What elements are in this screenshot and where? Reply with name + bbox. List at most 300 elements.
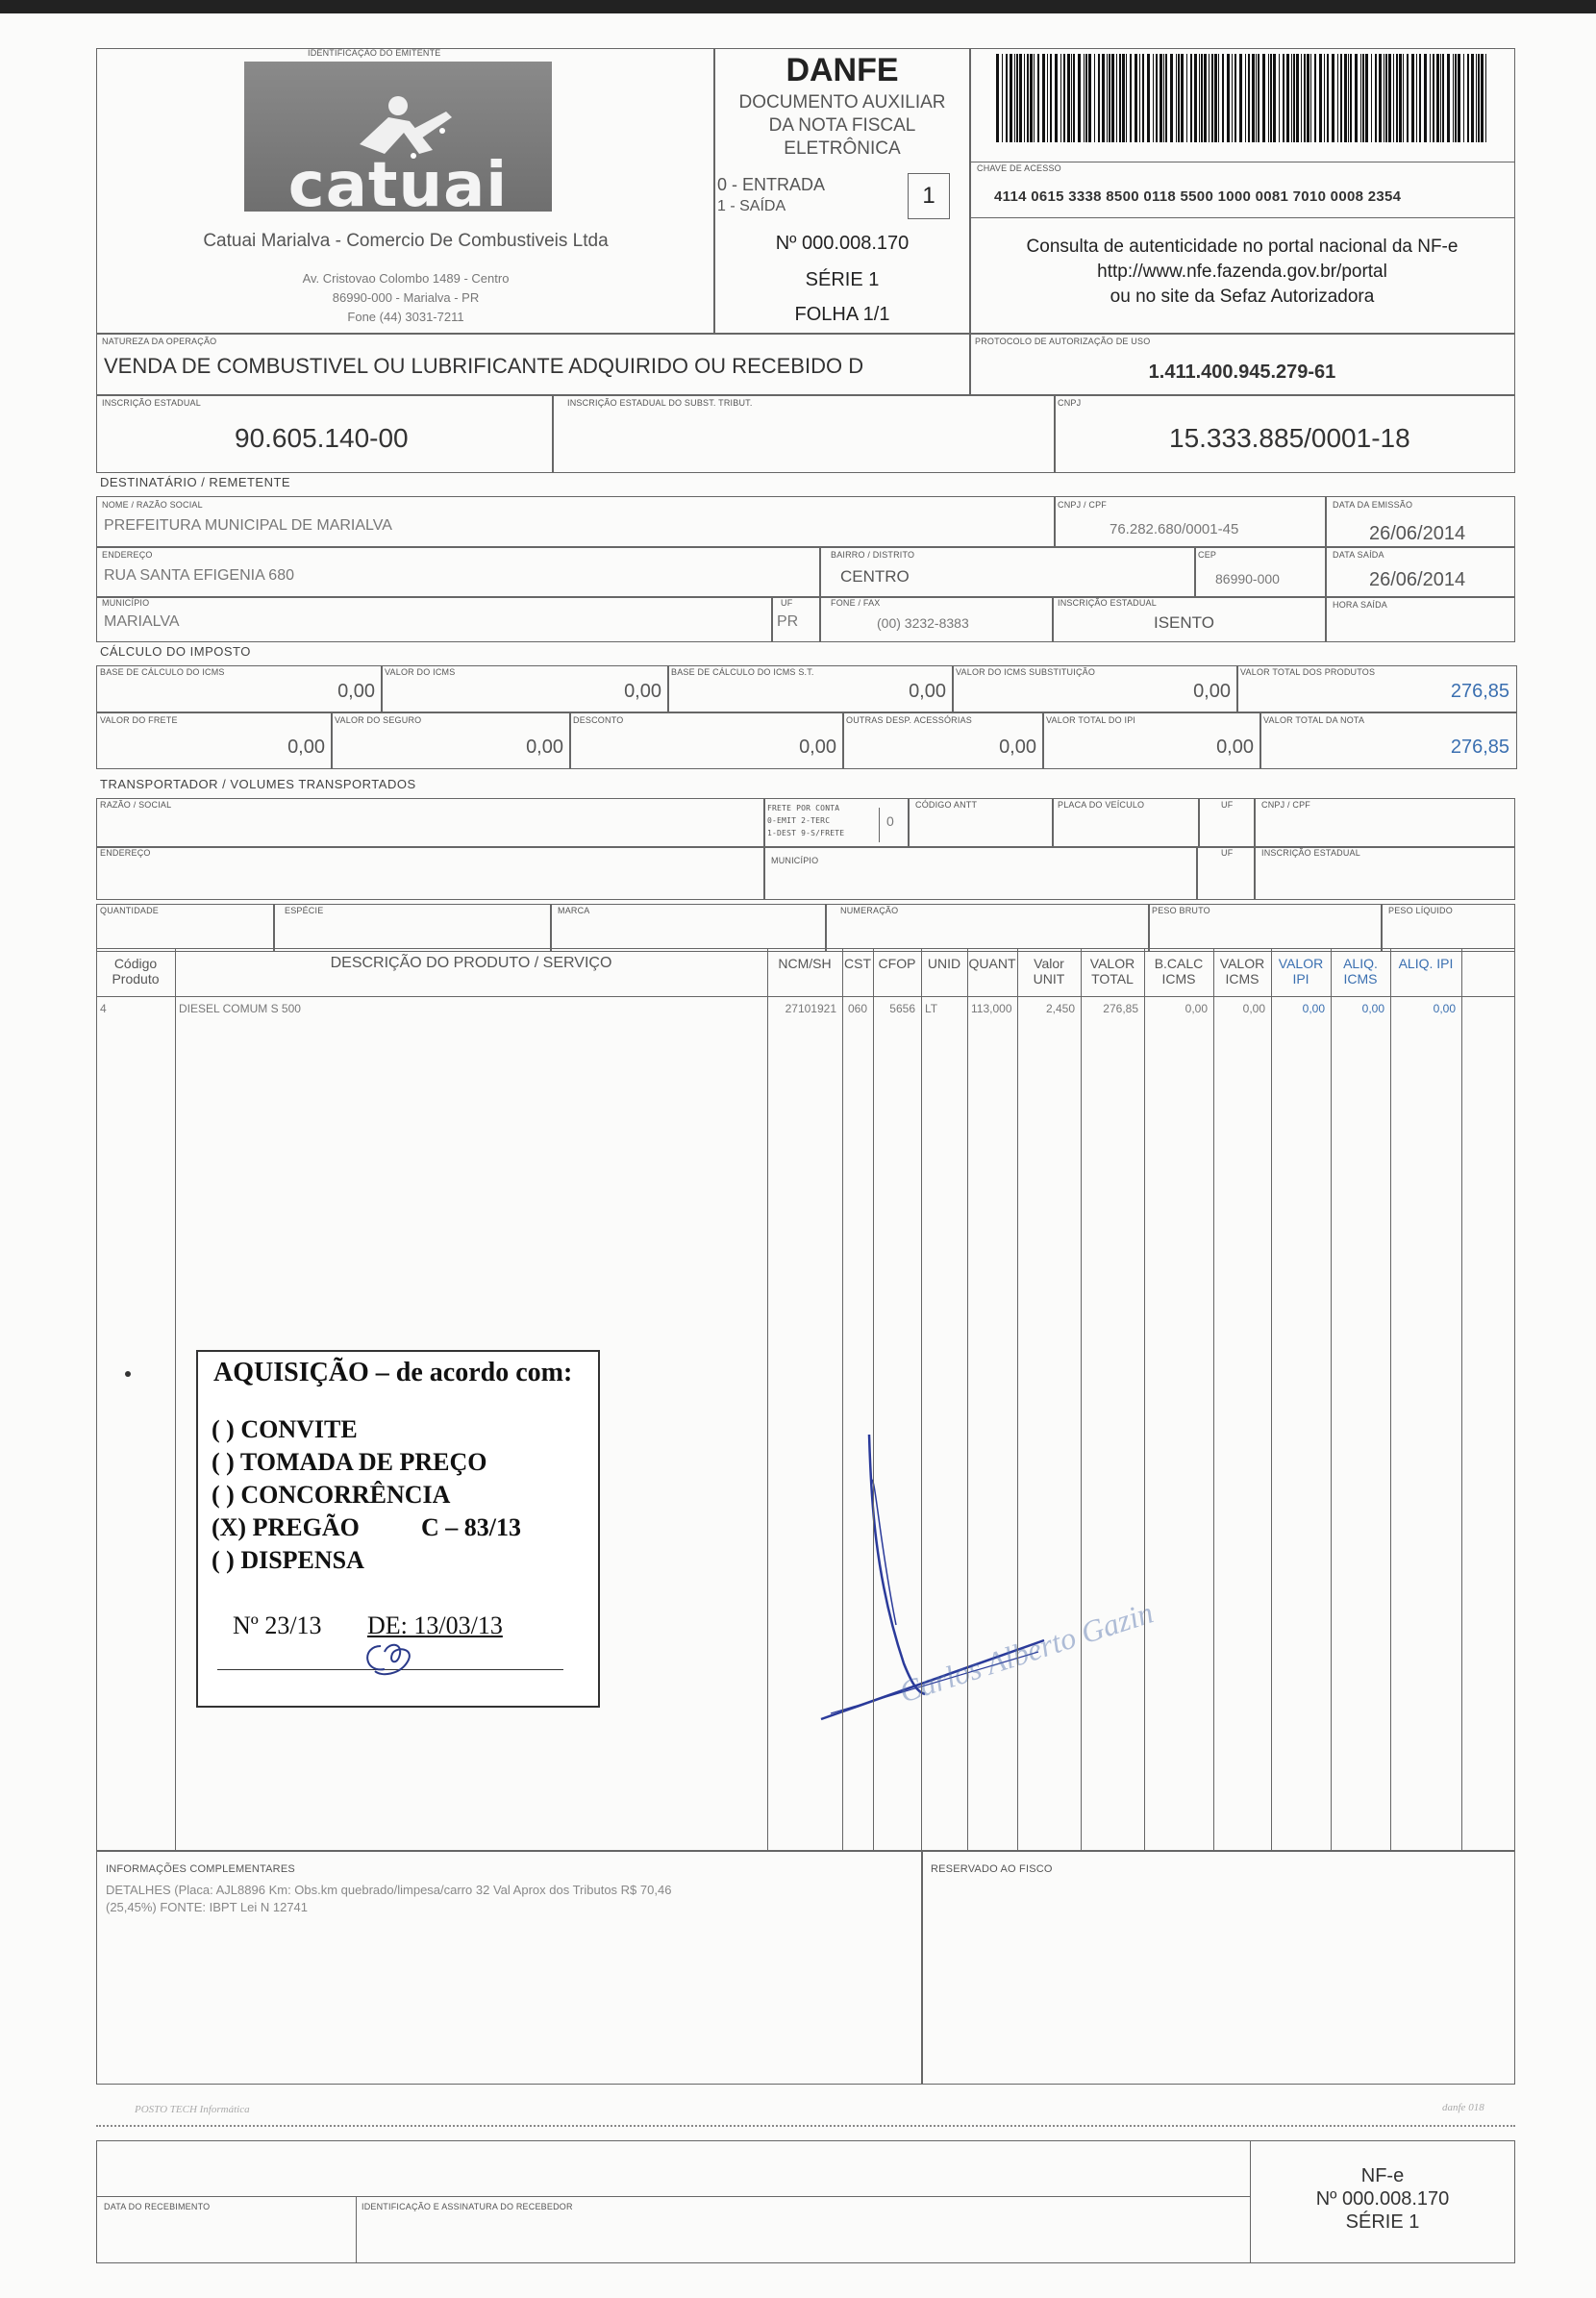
barcode-bar bbox=[1360, 54, 1361, 142]
canhoto-serie: SÉRIE 1 bbox=[1345, 2211, 1420, 2233]
barcode-bar bbox=[1256, 54, 1257, 142]
dest-cnpj-label: CNPJ / CPF bbox=[1058, 500, 1108, 510]
produto-header: VALOR TOTAL bbox=[1089, 956, 1135, 987]
dest-saida: 26/06/2014 bbox=[1369, 569, 1466, 590]
barcode-bar bbox=[1019, 54, 1022, 142]
produto-header: DESCRIÇÃO DO PRODUTO / SERVIÇO bbox=[330, 955, 612, 971]
produto-cell: 0,00 bbox=[1302, 1002, 1325, 1015]
barcode-bar bbox=[1194, 54, 1197, 142]
barcode-bar bbox=[1130, 54, 1132, 142]
barcode-bar bbox=[1122, 54, 1125, 142]
produto-header: VALOR IPI bbox=[1278, 956, 1324, 987]
barcode-bar bbox=[1463, 54, 1464, 142]
barcode-bar bbox=[1085, 54, 1087, 142]
barcode-bar bbox=[1385, 54, 1387, 142]
canhoto-assin-label: IDENTIFICAÇÃO E ASSINATURA DO RECEBEDOR bbox=[362, 2202, 573, 2211]
barcode-bar bbox=[1010, 54, 1012, 142]
barcode-bar bbox=[1365, 54, 1368, 142]
danfe-saida: 1 - SAÍDA bbox=[717, 198, 786, 214]
imposto-value: 0,00 bbox=[287, 737, 325, 758]
info-text2: (25,45%) FONTE: IBPT Lei N 12741 bbox=[106, 1900, 309, 1914]
imposto-value: 276,85 bbox=[1450, 737, 1509, 758]
barcode-bar bbox=[1248, 54, 1250, 142]
divider bbox=[1144, 948, 1145, 1850]
barcode-bar bbox=[1211, 54, 1213, 142]
transp-frete-label2: 0-EMIT 2-TERC bbox=[767, 816, 831, 825]
fisco-label: RESERVADO AO FISCO bbox=[931, 1863, 1053, 1875]
imposto-label: BASE DE CÁLCULO DO ICMS bbox=[100, 667, 225, 677]
natureza-label: NATUREZA DA OPERAÇÃO bbox=[102, 337, 217, 346]
carimbo-assinatura: Carlos Alberto Gazin bbox=[895, 1594, 1158, 1710]
danfe-tipo: 1 bbox=[922, 183, 935, 209]
barcode-bar bbox=[1030, 54, 1033, 142]
transp-ie-label: INSCRIÇÃO ESTADUAL bbox=[1261, 848, 1360, 858]
dest-emissao-label: DATA DA EMISSÃO bbox=[1333, 500, 1413, 510]
transp-razao-label: RAZÃO / SOCIAL bbox=[100, 800, 172, 810]
divider bbox=[1331, 948, 1332, 1850]
imposto-value: 0,00 bbox=[526, 737, 563, 758]
barcode-bar bbox=[1262, 54, 1265, 142]
barcode-bar bbox=[1111, 54, 1114, 142]
imposto-label: VALOR DO SEGURO bbox=[335, 715, 422, 725]
transp-marca-box bbox=[550, 904, 827, 952]
imposto-label: VALOR TOTAL DO IPI bbox=[1046, 715, 1136, 725]
barcode-bar bbox=[1273, 54, 1276, 142]
produto-header: Código Produto bbox=[112, 956, 160, 987]
barcode-bar bbox=[1467, 54, 1469, 142]
danfe-entrada: 0 - ENTRADA bbox=[717, 175, 826, 194]
danfe-subtitle1: DOCUMENTO AUXILIAR bbox=[738, 92, 946, 112]
produto-cell: 060 bbox=[847, 1002, 867, 1015]
stamp-title: AQUISIÇÃO – de acordo com: bbox=[213, 1358, 573, 1387]
danfe-folha: FOLHA 1/1 bbox=[794, 304, 890, 325]
barcode-bar bbox=[1458, 54, 1460, 142]
divider bbox=[921, 948, 922, 1850]
barcode-bar bbox=[1119, 54, 1121, 142]
ie-st-label: INSCRIÇÃO ESTADUAL DO SUBST. TRIBUT. bbox=[567, 398, 753, 408]
emitente-endereco2: 86990-000 - Marialva - PR bbox=[332, 290, 480, 305]
barcode-bar bbox=[1296, 54, 1299, 142]
divider bbox=[1271, 948, 1272, 1850]
barcode-bar bbox=[1252, 54, 1255, 142]
barcode-bar bbox=[1126, 54, 1127, 142]
produto-header: ALIQ. ICMS bbox=[1343, 956, 1378, 987]
consulta-line3: ou no site da Sefaz Autorizadora bbox=[1110, 287, 1375, 307]
divider bbox=[1081, 948, 1082, 1850]
barcode-bar bbox=[1109, 54, 1110, 142]
barcode-bar bbox=[1301, 54, 1302, 142]
barcode-bar bbox=[1416, 54, 1417, 142]
danfe-subtitle3: ELETRÔNICA bbox=[784, 138, 901, 159]
imposto-value: 0,00 bbox=[799, 737, 836, 758]
produto-header: CFOP bbox=[878, 956, 916, 971]
barcode-bar bbox=[1379, 54, 1382, 142]
barcode-bar bbox=[1307, 54, 1309, 142]
barcode-bar bbox=[1375, 54, 1377, 142]
stamp-numero: Nº 23/13 bbox=[233, 1611, 322, 1639]
barcode-bar bbox=[1440, 54, 1441, 142]
imposto-value: 0,00 bbox=[337, 681, 375, 702]
cnpj-label: CNPJ bbox=[1058, 398, 1082, 408]
barcode-bar bbox=[1116, 54, 1117, 142]
divider bbox=[873, 948, 874, 1850]
barcode-bar bbox=[1310, 54, 1311, 142]
barcode-bar bbox=[1258, 54, 1259, 142]
barcode-bar bbox=[1332, 54, 1334, 142]
cut-line bbox=[96, 2125, 1515, 2127]
barcode-bar bbox=[1476, 54, 1477, 142]
dest-municipio: MARIALVA bbox=[104, 613, 180, 630]
barcode-bar bbox=[1088, 54, 1091, 142]
danfe-numero: Nº 000.008.170 bbox=[775, 233, 910, 254]
produto-header: VALOR ICMS bbox=[1219, 956, 1265, 987]
barcode-bar bbox=[1319, 54, 1322, 142]
barcode-bar bbox=[1286, 54, 1289, 142]
produto-cell: 0,00 bbox=[1433, 1002, 1456, 1015]
transp-cnpj-label: CNPJ / CPF bbox=[1261, 800, 1311, 810]
stamp-opt-convite: ( ) CONVITE bbox=[212, 1415, 358, 1443]
natureza-value: VENDA DE COMBUSTIVEL OU LUBRIFICANTE ADQUIRIDO OU RECEBIDO D bbox=[104, 354, 864, 378]
divider bbox=[96, 2196, 1250, 2197]
danfe-subtitle2: DA NOTA FISCAL bbox=[768, 115, 916, 136]
produto-cell: LT bbox=[925, 1002, 938, 1015]
imposto-value: 0,00 bbox=[909, 681, 946, 702]
consulta-line1: Consulta de autenticidade no portal nacional da NF-e bbox=[1026, 237, 1459, 257]
produto-cell: 5656 bbox=[889, 1002, 915, 1015]
barcode-bar bbox=[1139, 54, 1140, 142]
barcode-bar bbox=[1142, 54, 1144, 142]
imposto-value: 0,00 bbox=[999, 737, 1036, 758]
transp-especie-label: ESPÉCIE bbox=[285, 906, 324, 915]
dest-bairro: CENTRO bbox=[840, 567, 910, 586]
barcode-bar bbox=[1442, 54, 1444, 142]
barcode-bar bbox=[1199, 54, 1200, 142]
barcode-bar bbox=[1024, 54, 1025, 142]
produto-cell: DIESEL COMUM S 500 bbox=[179, 1002, 301, 1015]
bullet-mark bbox=[125, 1371, 131, 1377]
barcode-bar bbox=[1293, 54, 1295, 142]
destinatario-section: DESTINATÁRIO / REMETENTE bbox=[100, 475, 291, 489]
stamp-opt-dispensa: ( ) DISPENSA bbox=[212, 1546, 364, 1574]
danfe-title: DANFE bbox=[786, 52, 899, 88]
canhoto-nfe: NF-e bbox=[1360, 2165, 1405, 2186]
barcode-bar bbox=[1201, 54, 1203, 142]
dest-municipio-box bbox=[96, 596, 773, 642]
barcode-bar bbox=[1419, 54, 1421, 142]
divider bbox=[1390, 948, 1391, 1850]
dest-cep: 86990-000 bbox=[1215, 571, 1280, 587]
danfe-serie: SÉRIE 1 bbox=[805, 269, 880, 290]
fisco-box bbox=[921, 1850, 1515, 2085]
barcode-bar bbox=[1350, 54, 1352, 142]
barcode-bar bbox=[1447, 54, 1450, 142]
dest-hora-label: HORA SAÍDA bbox=[1333, 600, 1388, 610]
dest-endereco-label: ENDEREÇO bbox=[102, 550, 153, 560]
barcode-bar bbox=[1268, 54, 1269, 142]
barcode-bar bbox=[1340, 54, 1342, 142]
imposto-section: CÁLCULO DO IMPOSTO bbox=[100, 644, 251, 659]
emitente-fone: Fone (44) 3031-7211 bbox=[347, 310, 464, 324]
barcode-bar bbox=[1016, 54, 1018, 142]
barcode-bar bbox=[1060, 54, 1061, 142]
barcode-bar bbox=[1178, 54, 1180, 142]
produto-cell: 0,00 bbox=[1242, 1002, 1265, 1015]
transp-endereco-label: ENDEREÇO bbox=[100, 848, 151, 858]
barcode-bar bbox=[1163, 54, 1164, 142]
barcode-bar bbox=[1314, 54, 1316, 142]
stamp-opt-pregao: (X) PREGÃO bbox=[212, 1513, 360, 1541]
imposto-value: 0,00 bbox=[1216, 737, 1254, 758]
barcode-icon bbox=[996, 54, 1492, 142]
dest-nome-label: NOME / RAZÃO SOCIAL bbox=[102, 500, 203, 510]
barcode-bar bbox=[1160, 54, 1162, 142]
divider bbox=[1017, 948, 1018, 1850]
initials-signature-icon bbox=[352, 1633, 429, 1681]
transp-frete-value: 0 bbox=[886, 813, 894, 829]
barcode-bar bbox=[1006, 54, 1008, 142]
chave-label: CHAVE DE ACESSO bbox=[977, 163, 1061, 173]
divider bbox=[767, 948, 768, 1850]
imposto-label: VALOR TOTAL DA NOTA bbox=[1263, 715, 1365, 725]
barcode-bar bbox=[1234, 54, 1236, 142]
barcode-bar bbox=[1071, 54, 1072, 142]
barcode-bar bbox=[1455, 54, 1457, 142]
barcode-bar bbox=[1239, 54, 1242, 142]
transp-endereco-box bbox=[96, 846, 765, 900]
produto-cell: 2,450 bbox=[1045, 1002, 1075, 1015]
footer-left: POSTO TECH Informática bbox=[135, 2104, 250, 2115]
stamp-opt-pregao-ref: C – 83/13 bbox=[421, 1513, 521, 1541]
barcode-bar bbox=[1037, 54, 1039, 142]
cnpj-value: 15.333.885/0001-18 bbox=[1169, 423, 1410, 453]
aquisicao-stamp bbox=[196, 1350, 600, 1708]
protocolo-value: 1.411.400.945.279-61 bbox=[1148, 362, 1336, 383]
barcode-bar bbox=[1399, 54, 1402, 142]
barcode-bar bbox=[1291, 54, 1292, 142]
barcode-bar bbox=[1371, 54, 1372, 142]
imposto-value: 276,85 bbox=[1450, 681, 1509, 702]
protocolo-label: PROTOCOLO DE AUTORIZAÇÃO DE USO bbox=[975, 337, 1151, 346]
dest-uf: PR bbox=[777, 613, 799, 630]
dest-municipio-label: MUNICÍPIO bbox=[102, 598, 150, 608]
imposto-label: VALOR DO ICMS bbox=[385, 667, 456, 677]
scan-edge bbox=[0, 0, 1596, 13]
barcode-bar bbox=[1204, 54, 1207, 142]
transp-municipio-box bbox=[763, 846, 1198, 900]
dest-bairro-label: BAIRRO / DISTRITO bbox=[831, 550, 915, 560]
barcode-bar bbox=[1407, 54, 1409, 142]
emitente-endereco1: Av. Cristovao Colombo 1489 - Centro bbox=[302, 271, 510, 286]
barcode-bar bbox=[1396, 54, 1398, 142]
produto-cell: 276,85 bbox=[1103, 1002, 1138, 1015]
divider bbox=[1213, 948, 1214, 1850]
barcode-bar bbox=[1002, 54, 1003, 142]
barcode-bar bbox=[1411, 54, 1414, 142]
dest-nome: PREFEITURA MUNICIPAL DE MARIALVA bbox=[104, 517, 392, 534]
canhoto-data-label: DATA DO RECEBIMENTO bbox=[104, 2202, 211, 2211]
transp-marca-label: MARCA bbox=[558, 906, 590, 915]
imposto-label: DESCONTO bbox=[573, 715, 624, 725]
divider bbox=[356, 2196, 357, 2263]
barcode-bar bbox=[1047, 54, 1048, 142]
transp-placa-label: PLACA DO VEÍCULO bbox=[1058, 800, 1145, 810]
barcode-bar bbox=[1218, 54, 1219, 142]
produto-header: QUANT bbox=[968, 956, 1016, 971]
canhoto-numero: Nº 000.008.170 bbox=[1315, 2188, 1450, 2210]
stamp-opt-concorrencia: ( ) CONCORRÊNCIA bbox=[212, 1481, 451, 1509]
transp-razao-box bbox=[96, 798, 765, 848]
produto-cell: 0,00 bbox=[1185, 1002, 1208, 1015]
dest-endereco: RUA SANTA EFIGENIA 680 bbox=[104, 567, 294, 584]
produto-header: B.CALC ICMS bbox=[1154, 956, 1204, 987]
barcode-bar bbox=[1014, 54, 1015, 142]
logo-text: catuai bbox=[287, 150, 509, 221]
divider bbox=[969, 217, 1515, 218]
imposto-label: BASE DE CÁLCULO DO ICMS S.T. bbox=[671, 667, 814, 677]
dest-ie-label: INSCRIÇÃO ESTADUAL bbox=[1058, 598, 1157, 608]
barcode-bar bbox=[1055, 54, 1058, 142]
barcode-bar bbox=[1098, 54, 1100, 142]
barcode-bar bbox=[1186, 54, 1187, 142]
consulta-line2: http://www.nfe.fazenda.gov.br/portal bbox=[1097, 262, 1387, 282]
produto-cell: 27101921 bbox=[785, 1002, 836, 1015]
barcode-bar bbox=[1433, 54, 1434, 142]
barcode-bar bbox=[1270, 54, 1272, 142]
barcode-bar bbox=[1327, 54, 1329, 142]
barcode-bar bbox=[1102, 54, 1105, 142]
barcode-bar bbox=[1107, 54, 1108, 142]
catuai-logo bbox=[244, 62, 552, 221]
transp-frete-label1: FRETE POR CONTA bbox=[767, 804, 840, 812]
dest-uf-label: UF bbox=[781, 598, 793, 608]
dest-ie: ISENTO bbox=[1154, 613, 1214, 632]
barcode-bar bbox=[1034, 54, 1035, 142]
imposto-label: OUTRAS DESP. ACESSÓRIAS bbox=[846, 715, 972, 725]
dest-fone-label: FONE / FAX bbox=[831, 598, 881, 608]
imposto-value: 0,00 bbox=[1193, 681, 1231, 702]
info-label: INFORMAÇÕES COMPLEMENTARES bbox=[106, 1863, 295, 1875]
barcode-bar bbox=[1214, 54, 1217, 142]
barcode-bar bbox=[1147, 54, 1150, 142]
barcode-bar bbox=[1078, 54, 1081, 142]
barcode-bar bbox=[1304, 54, 1306, 142]
info-text1: DETALHES (Placa: AJL8896 Km: Obs.km quebrado/limpesa/carro 32 Val Aprox dos Tributos R$ 70,46 bbox=[106, 1883, 672, 1897]
produto-header: CST bbox=[844, 956, 871, 971]
divider bbox=[967, 948, 968, 1850]
divider bbox=[842, 948, 843, 1850]
transp-peso-liquido-label: PESO LÍQUIDO bbox=[1388, 906, 1453, 915]
produto-header: NCM/SH bbox=[778, 956, 832, 971]
barcode-bar bbox=[1084, 54, 1085, 142]
emitente-nome: Catuai Marialva - Comercio De Combustiveis Ltda bbox=[203, 231, 609, 251]
barcode-bar bbox=[1403, 54, 1404, 142]
barcode-bar bbox=[1067, 54, 1070, 142]
barcode-bar bbox=[1063, 54, 1065, 142]
ie-label: INSCRIÇÃO ESTADUAL bbox=[102, 398, 201, 408]
barcode-bar bbox=[1027, 54, 1029, 142]
barcode-bar bbox=[1436, 54, 1439, 142]
produto-header: ALIQ. IPI bbox=[1398, 956, 1454, 971]
barcode-bar bbox=[1181, 54, 1184, 142]
imposto-value: 0,00 bbox=[624, 681, 661, 702]
produto-cell: 4 bbox=[100, 1002, 107, 1015]
barcode-bar bbox=[1073, 54, 1075, 142]
barcode-bar bbox=[1165, 54, 1167, 142]
produto-header: Valor UNIT bbox=[1033, 956, 1065, 987]
stamp-data: DE: 13/03/13 bbox=[367, 1611, 503, 1639]
barcode-bar bbox=[1094, 54, 1095, 142]
dest-fone: (00) 3232-8383 bbox=[877, 615, 969, 631]
emitente-label: IDENTIFICAÇÃO DO EMITENTE bbox=[308, 48, 441, 58]
barcode-bar bbox=[1344, 54, 1347, 142]
barcode-bar bbox=[1485, 54, 1486, 142]
barcode-bar bbox=[1388, 54, 1391, 142]
barcode-bar bbox=[1430, 54, 1431, 142]
divider bbox=[879, 808, 880, 842]
barcode-bar bbox=[1232, 54, 1233, 142]
chave-value: 4114 0615 3338 8500 0118 5500 1000 0081 7010 0008 2354 bbox=[994, 188, 1402, 205]
imposto-label: VALOR DO FRETE bbox=[100, 715, 178, 725]
dest-cep-label: CEP bbox=[1198, 550, 1217, 560]
dest-cnpj: 76.282.680/0001-45 bbox=[1110, 521, 1239, 537]
imposto-label: VALOR TOTAL DOS PRODUTOS bbox=[1240, 667, 1376, 677]
barcode-bar bbox=[1362, 54, 1364, 142]
transp-peso-bruto-label: PESO BRUTO bbox=[1152, 906, 1210, 915]
transp-numeracao-label: NUMERAÇÃO bbox=[840, 906, 899, 915]
barcode-bar bbox=[1050, 54, 1052, 142]
transp-uf-label: UF bbox=[1221, 800, 1234, 810]
barcode-bar bbox=[1153, 54, 1154, 142]
transp-uf2-label: UF bbox=[1221, 848, 1234, 858]
barcode-bar bbox=[1424, 54, 1427, 142]
barcode-bar bbox=[1393, 54, 1394, 142]
barcode-bar bbox=[1222, 54, 1224, 142]
dest-emissao: 26/06/2014 bbox=[1369, 523, 1466, 544]
dest-saida-label: DATA SAÍDA bbox=[1333, 550, 1384, 560]
footer-right: danfe 018 bbox=[1442, 2102, 1484, 2113]
barcode-bar bbox=[1324, 54, 1325, 142]
barcode-bar bbox=[1453, 54, 1454, 142]
produto-cell: 0,00 bbox=[1361, 1002, 1384, 1015]
barcode-bar bbox=[1170, 54, 1173, 142]
transp-antt-label: CÓDIGO ANTT bbox=[915, 800, 978, 810]
imposto-label: VALOR DO ICMS SUBSTITUIÇÃO bbox=[956, 667, 1096, 677]
transp-frete-label3: 1-DEST 9-S/FRETE bbox=[767, 829, 845, 837]
transportador-section: TRANSPORTADOR / VOLUMES TRANSPORTADOS bbox=[100, 777, 416, 791]
barcode-bar bbox=[1227, 54, 1230, 142]
stamp-opt-tomada: ( ) TOMADA DE PREÇO bbox=[212, 1448, 487, 1476]
produto-header: UNID bbox=[927, 956, 961, 971]
barcode-bar bbox=[1279, 54, 1280, 142]
barcode-bar bbox=[1471, 54, 1474, 142]
barcode-bar bbox=[996, 54, 999, 142]
barcode-bar bbox=[1478, 54, 1480, 142]
transp-quantidade-label: QUANTIDADE bbox=[100, 906, 160, 915]
ie-value: 90.605.140-00 bbox=[235, 423, 409, 453]
divider bbox=[1461, 948, 1462, 1850]
divider bbox=[175, 948, 176, 1850]
barcode-bar bbox=[1355, 54, 1358, 142]
barcode-bar bbox=[1176, 54, 1177, 142]
barcode-bar bbox=[1337, 54, 1338, 142]
produto-cell: 113,000 bbox=[971, 1002, 1012, 1015]
barcode-bar bbox=[1481, 54, 1484, 142]
barcode-bar bbox=[1245, 54, 1246, 142]
transp-municipio-label: MUNICÍPIO bbox=[771, 856, 819, 865]
divider bbox=[96, 996, 1515, 997]
barcode-bar bbox=[1156, 54, 1158, 142]
barcode-bar bbox=[1135, 54, 1137, 142]
